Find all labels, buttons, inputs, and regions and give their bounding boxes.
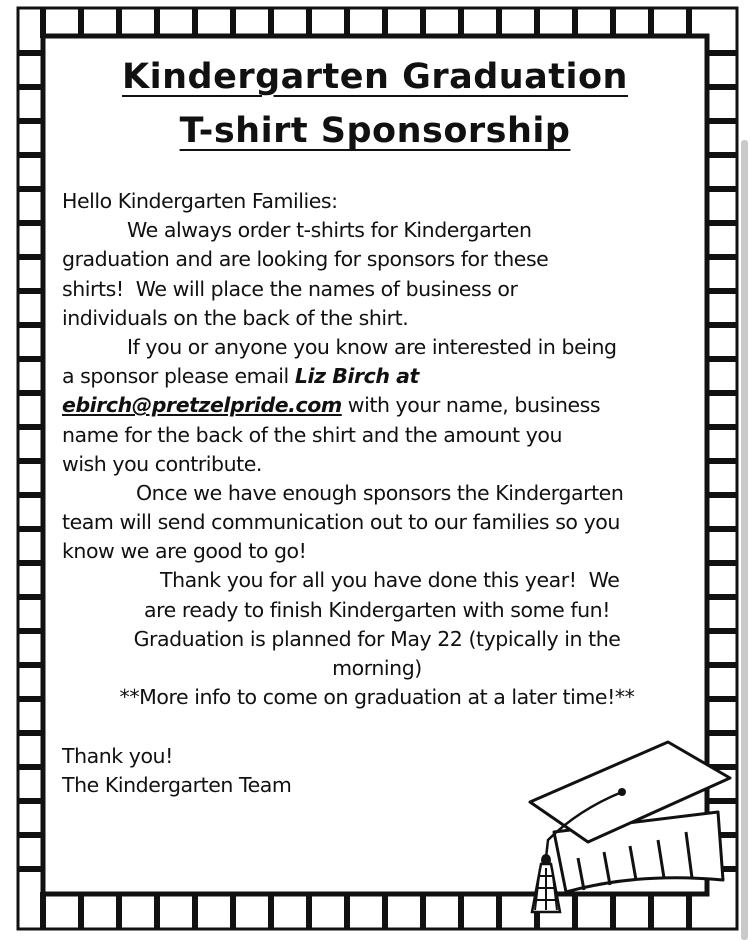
border-stripe	[18, 288, 44, 294]
border-stripe	[706, 390, 737, 396]
border-stripe	[706, 50, 737, 56]
contact-email-link[interactable]: ebirch@pretzelpride.com	[62, 393, 342, 418]
page-title-line-1: Kindergarten Graduation	[122, 57, 628, 97]
paragraph-2-line: wish you contribute.	[62, 451, 262, 476]
paragraph-1-line: shirts! We will place the names of business or	[62, 276, 518, 301]
paragraph-1-line: We always order t-shirts for Kindergarten	[127, 218, 532, 243]
graduation-cap-icon	[518, 740, 733, 925]
border-stripe	[706, 696, 737, 702]
border-stripe	[706, 492, 737, 498]
border-stripe	[706, 458, 737, 464]
border-stripe	[382, 892, 388, 929]
border-stripe	[18, 390, 44, 396]
border-stripe	[706, 152, 737, 158]
border-stripe	[306, 892, 312, 929]
border-stripe	[706, 322, 737, 328]
border-stripe	[18, 696, 44, 702]
border-stripe	[230, 892, 236, 929]
border-stripe	[18, 832, 44, 838]
border-stripe	[18, 594, 44, 600]
border-stripe	[706, 628, 737, 634]
paragraph-4-line: morning)	[332, 656, 422, 680]
border-stripe	[706, 594, 737, 600]
paragraph-2-line	[62, 362, 692, 391]
border-stripe	[192, 892, 198, 929]
border-stripe	[18, 50, 44, 56]
paragraph-2-line: If you or anyone you know are interested in being	[127, 334, 617, 359]
border-stripe	[706, 186, 737, 192]
border-stripe	[706, 220, 737, 226]
border-stripe	[18, 186, 44, 192]
border-stripe	[706, 424, 737, 430]
border-stripe	[344, 892, 350, 929]
paragraph-4-line: Thank you for all you have done this year! We	[160, 568, 620, 593]
border-stripe	[18, 424, 44, 430]
closing: Thank you!	[62, 743, 173, 768]
sponsor-request-text: a sponsor please email	[62, 364, 295, 389]
blank-line	[62, 712, 692, 741]
border-stripe	[116, 892, 122, 929]
border-stripe	[706, 730, 737, 736]
border-stripe	[18, 220, 44, 226]
border-stripe	[706, 560, 737, 566]
paragraph-2-line: name for the back of the shirt and the amount you	[62, 422, 563, 447]
border-stripe	[154, 892, 160, 929]
greeting: Hello Kindergarten Families:	[62, 189, 338, 213]
signature: The Kindergarten Team	[62, 772, 292, 797]
sponsor-request-text: with your name, business	[341, 393, 601, 418]
border-stripe	[18, 560, 44, 566]
border-stripe	[18, 730, 44, 736]
border-stripe	[268, 892, 274, 929]
paragraph-1-line: individuals on the back of the shirt.	[62, 305, 409, 330]
border-stripe	[496, 892, 502, 929]
border-stripe	[18, 458, 44, 464]
border-stripe	[706, 662, 737, 668]
page-title-line-2: T-shirt Sponsorship	[179, 111, 571, 151]
border-stripe	[78, 892, 84, 929]
border-stripe	[18, 764, 44, 770]
letter-body	[62, 187, 692, 800]
border-stripe	[40, 892, 46, 929]
border-stripe	[706, 288, 737, 294]
border-stripe	[18, 866, 44, 872]
border-stripe	[706, 526, 737, 532]
border-stripe	[18, 662, 44, 668]
paragraph-3-line: Once we have enough sponsors the Kindergarten	[136, 480, 624, 505]
border-stripe	[18, 254, 44, 260]
paragraph-2-line	[62, 391, 692, 420]
paragraph-4-line: are ready to finish Kindergarten with some fun!	[144, 597, 610, 622]
paragraph-1-line: graduation and are looking for sponsors for these	[62, 247, 549, 272]
contact-name: Liz Birch at	[294, 364, 419, 389]
border-stripe	[18, 492, 44, 498]
paragraph-4-line: Graduation is planned for May 22 (typically in the	[133, 626, 621, 651]
border-stripe	[18, 356, 44, 362]
border-stripe	[18, 798, 44, 804]
border-stripe	[18, 628, 44, 634]
scrollbar[interactable]	[741, 140, 748, 940]
more-info-note: **More info to come on graduation at a later time!**	[119, 685, 635, 710]
border-stripe	[420, 892, 426, 929]
border-stripe	[18, 526, 44, 532]
border-stripe	[458, 892, 464, 929]
border-stripe	[18, 322, 44, 328]
paragraph-3-line: team will send communication out to our families so you	[62, 510, 620, 535]
border-stripe	[18, 152, 44, 158]
border-stripe	[706, 254, 737, 260]
border-stripe	[706, 356, 737, 362]
paragraph-3-line: know we are good to go!	[62, 539, 307, 564]
